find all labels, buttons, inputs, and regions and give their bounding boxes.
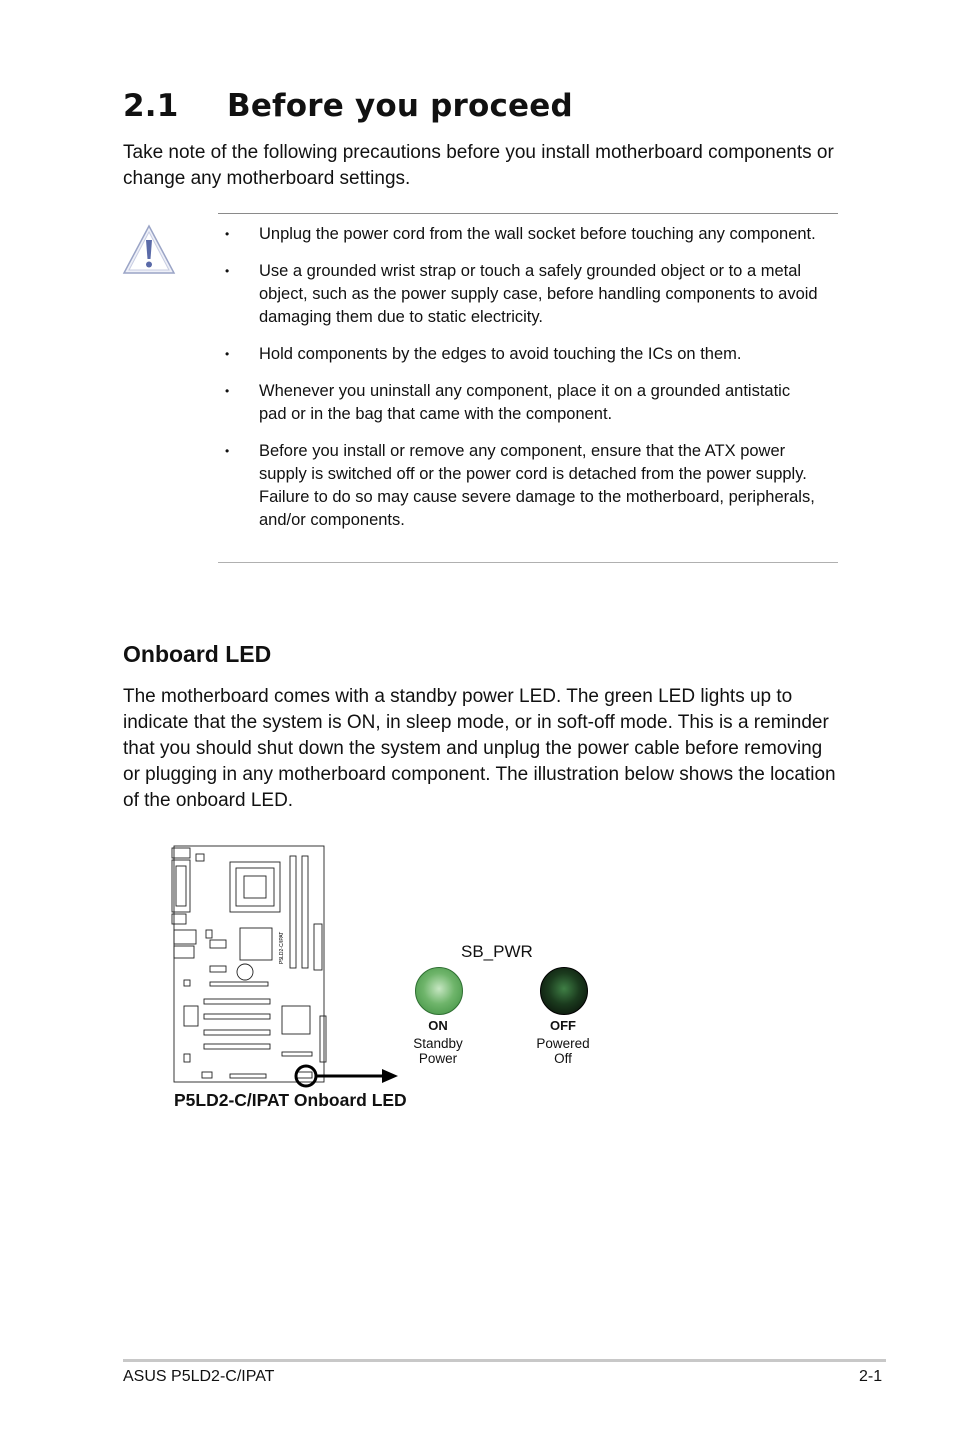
led-location-marker — [296, 1066, 316, 1086]
footer-page-number: 2-1 — [859, 1368, 883, 1385]
caution-item: • Unplug the power cord from the wall socket before touching any component. — [225, 225, 816, 243]
section-number: 2.1 — [123, 88, 179, 124]
caution-top-rule — [218, 213, 838, 214]
section-title: Before you proceed — [227, 88, 573, 124]
led-on-description: Standby Power — [413, 1036, 463, 1066]
motherboard-diagram — [170, 844, 405, 1089]
caution-item: • Before you install or remove any component, ensure that the ATX power supply is switched off or the power cord is detached from the power supply. Failure to do so may cause severe damage to the motherboard, peripherals, and/or components. — [225, 442, 815, 529]
figure-caption: P5LD2-C/IPAT Onboard LED — [174, 1090, 407, 1110]
intro-paragraph: Take note of the following precautions before you install motherboard components or change any motherboard settings. — [123, 142, 834, 189]
led-name-label: SB_PWR — [461, 942, 533, 961]
pointer-arrowhead — [382, 1069, 398, 1083]
led-off-description: Powered Off — [536, 1036, 590, 1066]
caution-item: • Use a grounded wrist strap or touch a safely grounded object or to a metal object, such as the power supply case, before handling components to avoid damaging them due to static electricity. — [225, 262, 818, 326]
caution-list — [222, 223, 822, 546]
caution-item: • Whenever you uninstall any component, place it on a grounded antistatic pad or in the bag that came with the component. — [225, 382, 791, 423]
caution-bottom-rule — [218, 562, 838, 563]
onboard-led-paragraph: The motherboard comes with a standby power LED. The green LED lights up to indicate that the system is ON, in sleep mode, or in soft-off mode. This is a reminder that you should shut down the system and unplug the power cable before removing or plugging in any motherboard component. The illustration below shows the location of the onboard LED. — [123, 686, 836, 811]
led-off-state-label: OFF — [550, 1018, 576, 1033]
caution-item: • Hold components by the edges to avoid touching the ICs on them. — [225, 345, 742, 363]
board-model-label: P5LD2-C/IPAT — [279, 931, 285, 964]
led-on-indicator — [415, 967, 463, 1015]
footer-product-name: ASUS P5LD2-C/IPAT — [123, 1368, 275, 1385]
footer-rule — [123, 1359, 886, 1362]
onboard-led-heading: Onboard LED — [123, 641, 272, 667]
led-on-state-label: ON — [428, 1018, 448, 1033]
section-heading — [123, 88, 573, 124]
warning-triangle-icon — [122, 224, 176, 276]
led-off-indicator — [540, 967, 588, 1015]
